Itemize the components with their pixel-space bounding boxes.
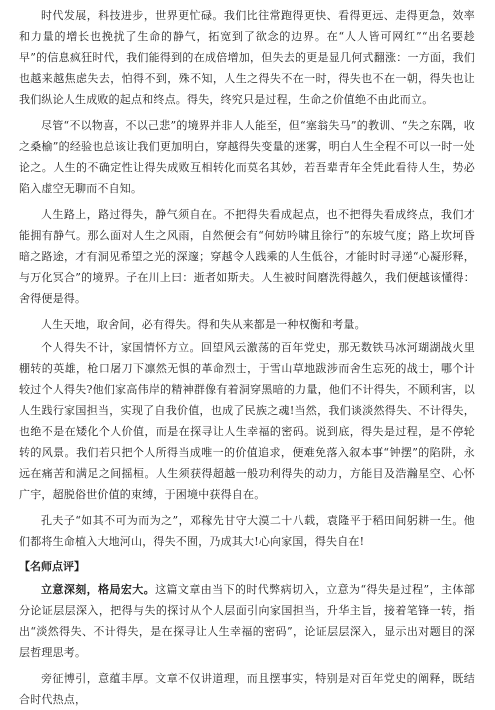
review-heading: 【名师点评】: [19, 560, 85, 573]
review-paragraph-2: [19, 668, 475, 710]
review-text-2: 旁征博引，意蕴丰厚。文章不仅讲道理，而且摆事实，特别是对百年党史的阐释，既结合时代热点，: [19, 672, 475, 706]
review-text-1: 这篇文章由当下的时代弊病切入，立意为“得失是过程”，主体部分论证层层深入，把得与失的探讨从个人层面引向家国担当，升华主旨，接着笔锋一转，指出“淡然得失、不计得失，是在探寻让人生幸福的密码”，论证层层深入，显示出对题目的深层哲理思考。: [19, 583, 475, 659]
essay-paragraph-5: 个人得失不计，家国情怀方立。回望风云激荡的百年党史，那无数铁马冰河瑚湖战火里棚转的英雄，枪口屠刀下凛然无惧的革命烈士，于雪山草地跋涉而舍生忘死的战士，哪个计较过个人得失?他们家高伟岸的精神群像有着洞穿黑暗的力量，他们不计得失，不顾利害，以人生践行家国担当，实现了自我价值，也成了民族之魂!当然，我们谈淡然得失、不计得失，也绝不是在矮化个人价值，而是在探寻让人生幸福的密码。说到底，得失是过程，是不停轮转的风景。我们若只把个人所得当成唯一的价值追求，便难免落入叙本事“钟摆”的陷阱，永远在痛苦和满足之间摇桓。人生须获得超越一般功利得失的动力，方能目及浩瀚星空、心怀广宇，超脱俗世价值的束缚，于困境中获得自在。: [19, 341, 475, 501]
essay-paragraph-1: 时代发展，科技进步，世界更忙碌。我们比往常跑得更快、看得更远、走得更急，效率和力量的增长也挽扰了生命的静气，拓宽到了欲念的边界。在“人人皆可网红”“出名要趁早”的信息疯狂时代，我们能得到的在成倍增加，但失去的更是显几何式翻涨：一方面，我们也越来越焦虑失去，怕得不到，殊不知，人生之得失不在一时，得失也不在一朝，得失也让我们纵论人生成败的起点和终点。得失，终究只是过程，生命之价值绝不由此而立。: [19, 9, 475, 106]
essay-paragraph-2: 尽管“不以物喜，不以己悲”的境界并非人人能至，但“塞翁失马”的教训、“失之东隅，收之桑榆”的经验也总该让我们更加明白，穿越得失变量的迷雾，明白人生全程不可以一时一处论之。人生的不确定性让得失成败互相转化而莫名其妙，若吾辈青年全凭此看待人生，势必陷入虚空无聊而不自知。: [19, 119, 475, 195]
review-paragraph-1: [19, 579, 475, 663]
review-lead-1: 立意深刻，格局宏大。: [41, 583, 156, 596]
essay-paragraph-6: 孔夫子“如其不可为而为之”，邓稼先甘守大漠二十八载，袁隆平于稻田间躬耕一生。他们都将生命植入大地河山，得失不囿，乃成其大!心向家国，得失自在!: [19, 514, 475, 548]
essay-paragraph-3: 人生路上，路过得失，静气须自在。不把得失看成起点，也不把得失看成终点，我们才能拥有静气。那么面对人生之风雨，自然便会有“何妨吟啸且徐行”的东坡气度；路上坎坷昏暗之路途，才有洞见希望之光的深邃；穿越令人践乘的人生低谷，才能时时寻递“心凝形释，与万化冥合”的境界。子在川上曰：逝者如斯夫。人生被时间磨洗得越久，我们便越该懂得：舍得便是得。: [19, 208, 475, 305]
essay-paragraph-4: 人生天地，取舍间，必有得失。得和失从来都是一种权衡和考量。: [41, 318, 366, 331]
